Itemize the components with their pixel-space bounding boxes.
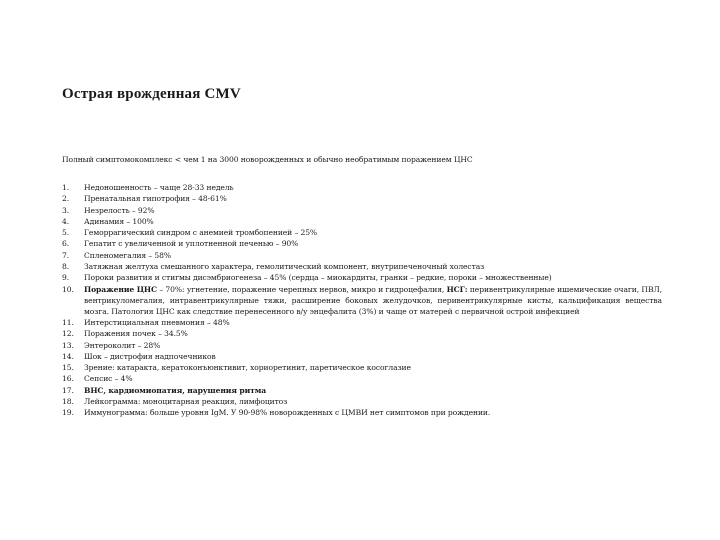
list-item	[62, 407, 662, 418]
item-text: Незрелость – 92%	[84, 205, 155, 215]
list-item	[62, 317, 662, 328]
item-text: Интерстициальная пневмония – 48%	[84, 317, 230, 327]
intro-text: Полный симптомокомплекс < чем 1 на 3000 новорожденных и обычно необратимым поражением ЦНС	[62, 155, 473, 164]
item-number: 8.	[62, 262, 70, 272]
item-text: Энтероколит – 28%	[84, 340, 161, 350]
item-text	[84, 284, 662, 317]
page-title: Острая врожденная CMV	[62, 86, 241, 102]
item-number: 14.	[62, 351, 74, 361]
item-number: 2.	[62, 194, 70, 204]
item-number: 17.	[62, 385, 74, 395]
item-bold-label: Поражение ЦНС	[84, 284, 157, 294]
item-number: 9.	[62, 273, 70, 283]
list-item	[62, 385, 662, 396]
list-item	[62, 193, 662, 204]
list-item	[62, 227, 662, 238]
item-number: 6.	[62, 239, 70, 249]
item-text: Адинамия – 100%	[84, 216, 154, 226]
item-number: 7.	[62, 250, 70, 260]
item-number: 15.	[62, 363, 74, 373]
item-text: ВНС, кардиомиопатия, нарушения ритма	[84, 385, 267, 395]
item-bold-label: НСГ:	[446, 284, 468, 294]
item-number: 4.	[62, 216, 70, 226]
list-item	[62, 396, 662, 407]
item-text: Пороки развития и стигмы дисэмбриогенеза – 45% (сердца – миокардиты, гранки – редкие, пороки – множественные)	[84, 273, 552, 283]
list-item	[62, 238, 662, 249]
list-item	[62, 340, 662, 351]
item-number: 13.	[62, 340, 74, 350]
list-item	[62, 284, 662, 317]
list-item	[62, 182, 662, 193]
item-text: Затяжная желтуха смешанного характера, гемолитический компонент, внутрипеченочный холестаз	[84, 262, 485, 272]
item-number: 16.	[62, 374, 74, 384]
item-text: Недоношенность – чаще 28-33 недель	[84, 183, 234, 192]
item-text-part: перивентрикулярные ишемические очаги, ПВЛ, вентрикуломегалия, интравентрикулярные тяжи, расширение боковых желудочков, перивентрикулярные кисты, кальцификация вещества мозга. Патология ЦНС как следствие перенесенного в/у энцефалита (3%) и чаще от матерей с первичной острой инфекцией	[84, 284, 662, 316]
list-item	[62, 261, 662, 272]
list-item	[62, 351, 662, 362]
list-item	[62, 216, 662, 227]
item-text: Геморрагический синдром с анемией тромбопенией – 25%	[84, 228, 318, 238]
item-number: 3.	[62, 205, 70, 215]
item-text: Гепатит с увеличенной и уплотненной печенью – 90%	[84, 239, 299, 249]
list-item	[62, 373, 662, 384]
item-number: 10.	[62, 284, 74, 294]
item-text: Лейкограмма: моноцитарная реакция, лимфоцитоз	[84, 397, 288, 407]
list-item	[62, 272, 662, 283]
item-number: 11.	[62, 317, 74, 327]
item-text: Иммунограмма: больше уровня IgM. У 90-98% новорожденных с ЦМВИ нет симптомов при рождении.	[84, 408, 491, 418]
list-item	[62, 362, 662, 373]
item-number: 1.	[62, 183, 70, 192]
item-number: 5.	[62, 228, 70, 238]
item-number: 12.	[62, 329, 74, 339]
list-item	[62, 328, 662, 339]
symptom-list	[62, 182, 662, 419]
item-number: 19.	[62, 408, 74, 418]
item-text-part: – 70%: угнетение, поражение черепных нервов, микро и гидроцефалия,	[156, 284, 447, 294]
item-text: Поражения почек – 34.5%	[84, 329, 188, 339]
list-item	[62, 205, 662, 216]
item-number: 18.	[62, 397, 74, 407]
list-item	[62, 250, 662, 261]
item-text: Спленомегалия – 58%	[84, 250, 172, 260]
item-text: Пренатальная гипотрофия – 48-61%	[84, 194, 227, 204]
item-text: Сепсис – 4%	[84, 374, 133, 384]
item-text: Шок – дистрофия надпочечников	[84, 351, 216, 361]
item-text: Зрение: катаракта, кератоконъюнктивит, хориоретинит, паретическое косоглазие	[84, 363, 411, 373]
